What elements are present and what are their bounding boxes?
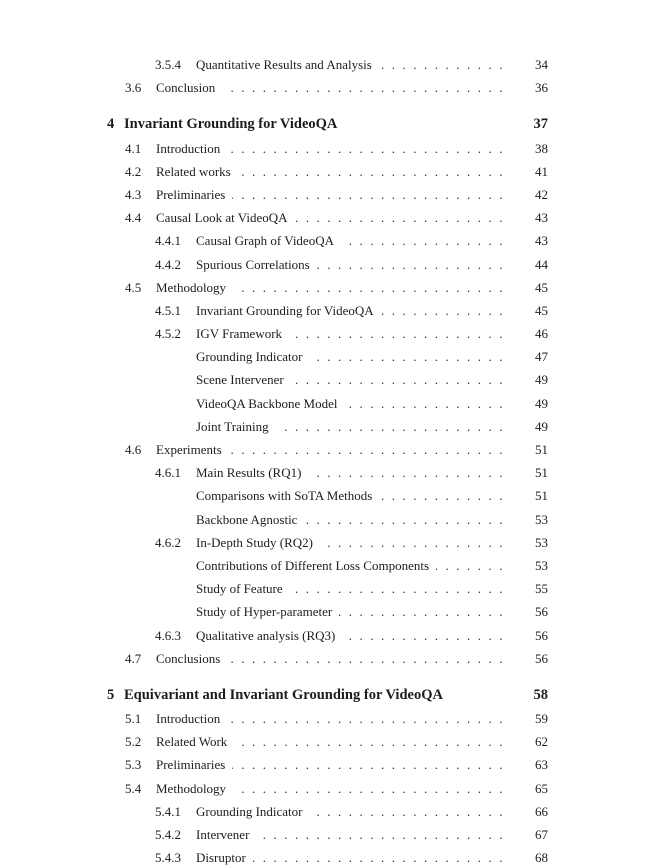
toc-entry-page: 45	[535, 279, 548, 295]
toc-entry[interactable]	[125, 276, 548, 299]
toc-entry-number: 4.5	[125, 279, 142, 295]
toc-entry[interactable]	[125, 137, 548, 160]
toc-entry-number: 4.7	[125, 650, 142, 666]
toc-entry[interactable]	[196, 508, 548, 531]
toc-entry-page: 42	[535, 186, 548, 202]
toc-entry-page: 62	[535, 734, 548, 750]
toc-entry-number: 4	[107, 116, 115, 133]
toc-entry-title: Qualitative analysis (RQ3)	[196, 627, 336, 643]
toc-dot-leader	[232, 753, 510, 776]
toc-entry-title: Introduction	[156, 711, 221, 727]
toc-dot-leader	[229, 438, 510, 461]
toc-entry-page: 68	[535, 850, 548, 866]
toc-dot-leader	[256, 823, 510, 846]
toc-entry-title: Grounding Indicator	[196, 349, 303, 365]
toc-entry-page: 53	[535, 511, 548, 527]
toc-entry-title: Preliminaries	[156, 757, 226, 773]
toc-dot-leader	[289, 322, 510, 345]
toc-entry[interactable]	[155, 229, 548, 252]
toc-entry[interactable]	[125, 438, 548, 461]
toc-entry[interactable]	[155, 322, 548, 345]
toc-dot-leader	[341, 229, 510, 252]
toc-entry-page: 53	[535, 534, 548, 550]
toc-entry-number: 4.2	[125, 163, 142, 179]
toc-dot-leader	[232, 183, 510, 206]
toc-entry-title: Causal Graph of VideoQA	[196, 233, 334, 249]
toc-entry-page: 51	[535, 488, 548, 504]
toc-entry-number: 5.4.1	[155, 803, 181, 819]
toc-dot-leader	[310, 345, 510, 368]
toc-dot-leader	[342, 624, 510, 647]
toc-dot-leader	[233, 777, 510, 800]
toc-entry[interactable]	[125, 160, 548, 183]
toc-entry-page: 53	[535, 557, 548, 573]
toc-entry-title: In-Depth Study (RQ2)	[196, 534, 313, 550]
toc-entry-title: Methodology	[156, 279, 227, 295]
toc-entry-page: 66	[535, 803, 548, 819]
toc-entry-page: 49	[535, 372, 548, 388]
toc-dot-leader	[344, 392, 510, 415]
toc-entry-title: Methodology	[156, 780, 227, 796]
toc-entry-title: Backbone Agnostic	[196, 511, 298, 527]
toc-entry-page: 43	[535, 233, 548, 249]
toc-entry-page: 56	[535, 604, 548, 620]
toc-entry-page: 65	[535, 780, 548, 796]
toc-entry-page: 46	[535, 326, 548, 342]
toc-entry[interactable]	[196, 577, 548, 600]
toc-entry-title: Contributions of Different Loss Components	[196, 557, 430, 573]
toc-dot-leader	[295, 206, 511, 229]
toc-entry-title: Scene Intervener	[196, 372, 284, 388]
toc-entry[interactable]	[196, 368, 548, 391]
toc-entry-number: 3.5.4	[155, 57, 181, 72]
toc-dot-leader	[308, 461, 510, 484]
toc-entry[interactable]	[107, 684, 548, 707]
toc-dot-leader	[291, 368, 510, 391]
toc-entry-title: Quantitative Results and Analysis	[196, 57, 372, 72]
toc-entry[interactable]	[125, 647, 548, 670]
toc-entry[interactable]	[125, 76, 548, 99]
toc-entry-page: 47	[535, 349, 548, 365]
toc-entry-title: Preliminaries	[156, 186, 226, 202]
toc-entry-page: 43	[535, 210, 548, 226]
toc-entry[interactable]	[196, 345, 548, 368]
toc-entry-title: Conclusions	[156, 650, 221, 666]
toc-entry-number: 4.3	[125, 186, 142, 202]
toc-entry-number: 4.6.2	[155, 534, 181, 550]
toc-entry-page: 51	[535, 465, 548, 481]
toc-dot-leader	[222, 76, 510, 99]
toc-entry-title: Causal Look at VideoQA	[156, 210, 288, 226]
toc-entry-number: 4.5.2	[155, 326, 181, 342]
toc-entry-number: 5.4.3	[155, 850, 181, 866]
toc-entry[interactable]	[155, 461, 548, 484]
toc-dot-leader	[436, 554, 510, 577]
toc-entry-page: 44	[535, 256, 548, 272]
toc-entry-title: Intervener	[196, 827, 250, 842]
toc-entry-number: 5.3	[125, 757, 142, 773]
toc-entry[interactable]	[155, 299, 548, 322]
toc-entry-number: 5.2	[125, 734, 142, 750]
toc-dot-leader	[304, 508, 510, 531]
toc-entry-number: 4.4	[125, 210, 142, 226]
toc-entry[interactable]	[125, 777, 548, 800]
toc-entry[interactable]	[196, 554, 548, 577]
toc-entry[interactable]	[196, 484, 548, 507]
toc-entry-page: 51	[535, 442, 548, 457]
toc-entry-number: 4.1	[125, 140, 142, 156]
toc-entry[interactable]	[196, 415, 548, 438]
toc-dot-leader	[317, 253, 510, 276]
toc-entry-title: Experiments	[156, 442, 222, 457]
toc-dot-leader	[379, 484, 510, 507]
toc-dot-leader	[276, 415, 510, 438]
toc-entry-number: 4.6.3	[155, 627, 181, 643]
toc-entry-page: 45	[535, 302, 548, 318]
toc-entry-number: 5.4.2	[155, 827, 181, 842]
toc-entry-title: Introduction	[156, 140, 221, 156]
toc-entry[interactable]	[155, 846, 548, 868]
toc-dot-leader	[227, 137, 510, 160]
toc-dot-leader	[227, 647, 510, 670]
toc-entry-title: Spurious Correlations	[196, 256, 310, 272]
toc-entry-number: 5.1	[125, 711, 142, 727]
toc-entry-title: Study of Hyper-parameter	[196, 604, 333, 620]
toc-entry-number: 5.4	[125, 780, 142, 796]
toc-entry[interactable]	[125, 730, 548, 753]
toc-entry-page: 58	[533, 686, 548, 703]
toc-entry[interactable]	[155, 624, 548, 647]
toc-dot-leader	[381, 299, 510, 322]
toc-entry[interactable]	[107, 113, 548, 136]
toc-entry[interactable]	[125, 206, 548, 229]
toc-dot-leader	[339, 600, 510, 623]
toc-entry-page: 56	[535, 627, 548, 643]
toc-entry-title: Grounding Indicator	[196, 803, 303, 819]
toc-entry[interactable]	[155, 800, 548, 823]
toc-entry-page: 67	[535, 827, 548, 842]
toc-entry-title: Equivariant and Invariant Grounding for VideoQA	[124, 686, 443, 703]
toc-entry-page: 59	[535, 711, 548, 727]
toc-entry-title: Main Results (RQ1)	[196, 465, 302, 481]
toc-entry-number: 4.5.1	[155, 302, 181, 318]
toc-entry-title: Conclusion	[156, 80, 216, 96]
toc-entry[interactable]	[155, 823, 548, 846]
toc-entry-page: 36	[535, 80, 548, 96]
toc-dot-leader	[227, 707, 510, 730]
toc-entry-page: 41	[535, 163, 548, 179]
toc-entry-title: Invariant Grounding for VideoQA	[124, 116, 338, 133]
toc-entry-title: Related works	[156, 163, 231, 179]
toc-entry-page: 37	[533, 116, 548, 133]
toc-dot-leader	[290, 577, 510, 600]
toc-entry[interactable]	[125, 183, 548, 206]
toc-entry[interactable]	[155, 53, 548, 76]
toc-dot-leader	[238, 160, 510, 183]
toc-entry[interactable]	[155, 531, 548, 554]
toc-entry-number: 4.6.1	[155, 465, 181, 481]
toc-entry-number: 5	[107, 686, 115, 703]
toc-entry-page: 63	[535, 757, 548, 773]
toc-entry[interactable]	[196, 392, 548, 415]
toc-dot-leader	[233, 276, 510, 299]
toc-dot-leader	[234, 730, 510, 753]
toc-entry-title: Related Work	[156, 734, 228, 750]
toc-entry[interactable]	[125, 753, 548, 776]
toc-entry-page: 38	[535, 140, 548, 156]
toc-entry-page: 34	[535, 57, 548, 72]
toc-entry-title: Disruptor	[196, 850, 246, 866]
toc-dot-leader	[310, 800, 510, 823]
toc-entry[interactable]	[155, 253, 548, 276]
toc-entry-title: Study of Feature	[196, 581, 283, 597]
toc-entry-title: IGV Framework	[196, 326, 283, 342]
toc-dot-leader	[320, 531, 510, 554]
toc-entry[interactable]	[196, 600, 548, 623]
toc-entry-page: 55	[535, 581, 548, 597]
toc-dot-leader	[379, 53, 510, 76]
toc-entry-page: 49	[535, 418, 548, 434]
toc-entry[interactable]	[125, 707, 548, 730]
toc-entry-page: 49	[535, 395, 548, 411]
toc-entry-number: 4.6	[125, 442, 142, 457]
toc-entry-title: Invariant Grounding for VideoQA	[196, 302, 374, 318]
toc-entry-title: Joint Training	[196, 418, 269, 434]
toc-entry-title: Comparisons with SoTA Methods	[196, 488, 373, 504]
toc-entry-page: 56	[535, 650, 548, 666]
toc-entry-number: 3.6	[125, 80, 142, 96]
toc-dot-leader	[253, 846, 510, 868]
toc-entry-number: 4.4.1	[155, 233, 181, 249]
toc-entry-title: VideoQA Backbone Model	[196, 395, 338, 411]
toc-entry-number: 4.4.2	[155, 256, 181, 272]
